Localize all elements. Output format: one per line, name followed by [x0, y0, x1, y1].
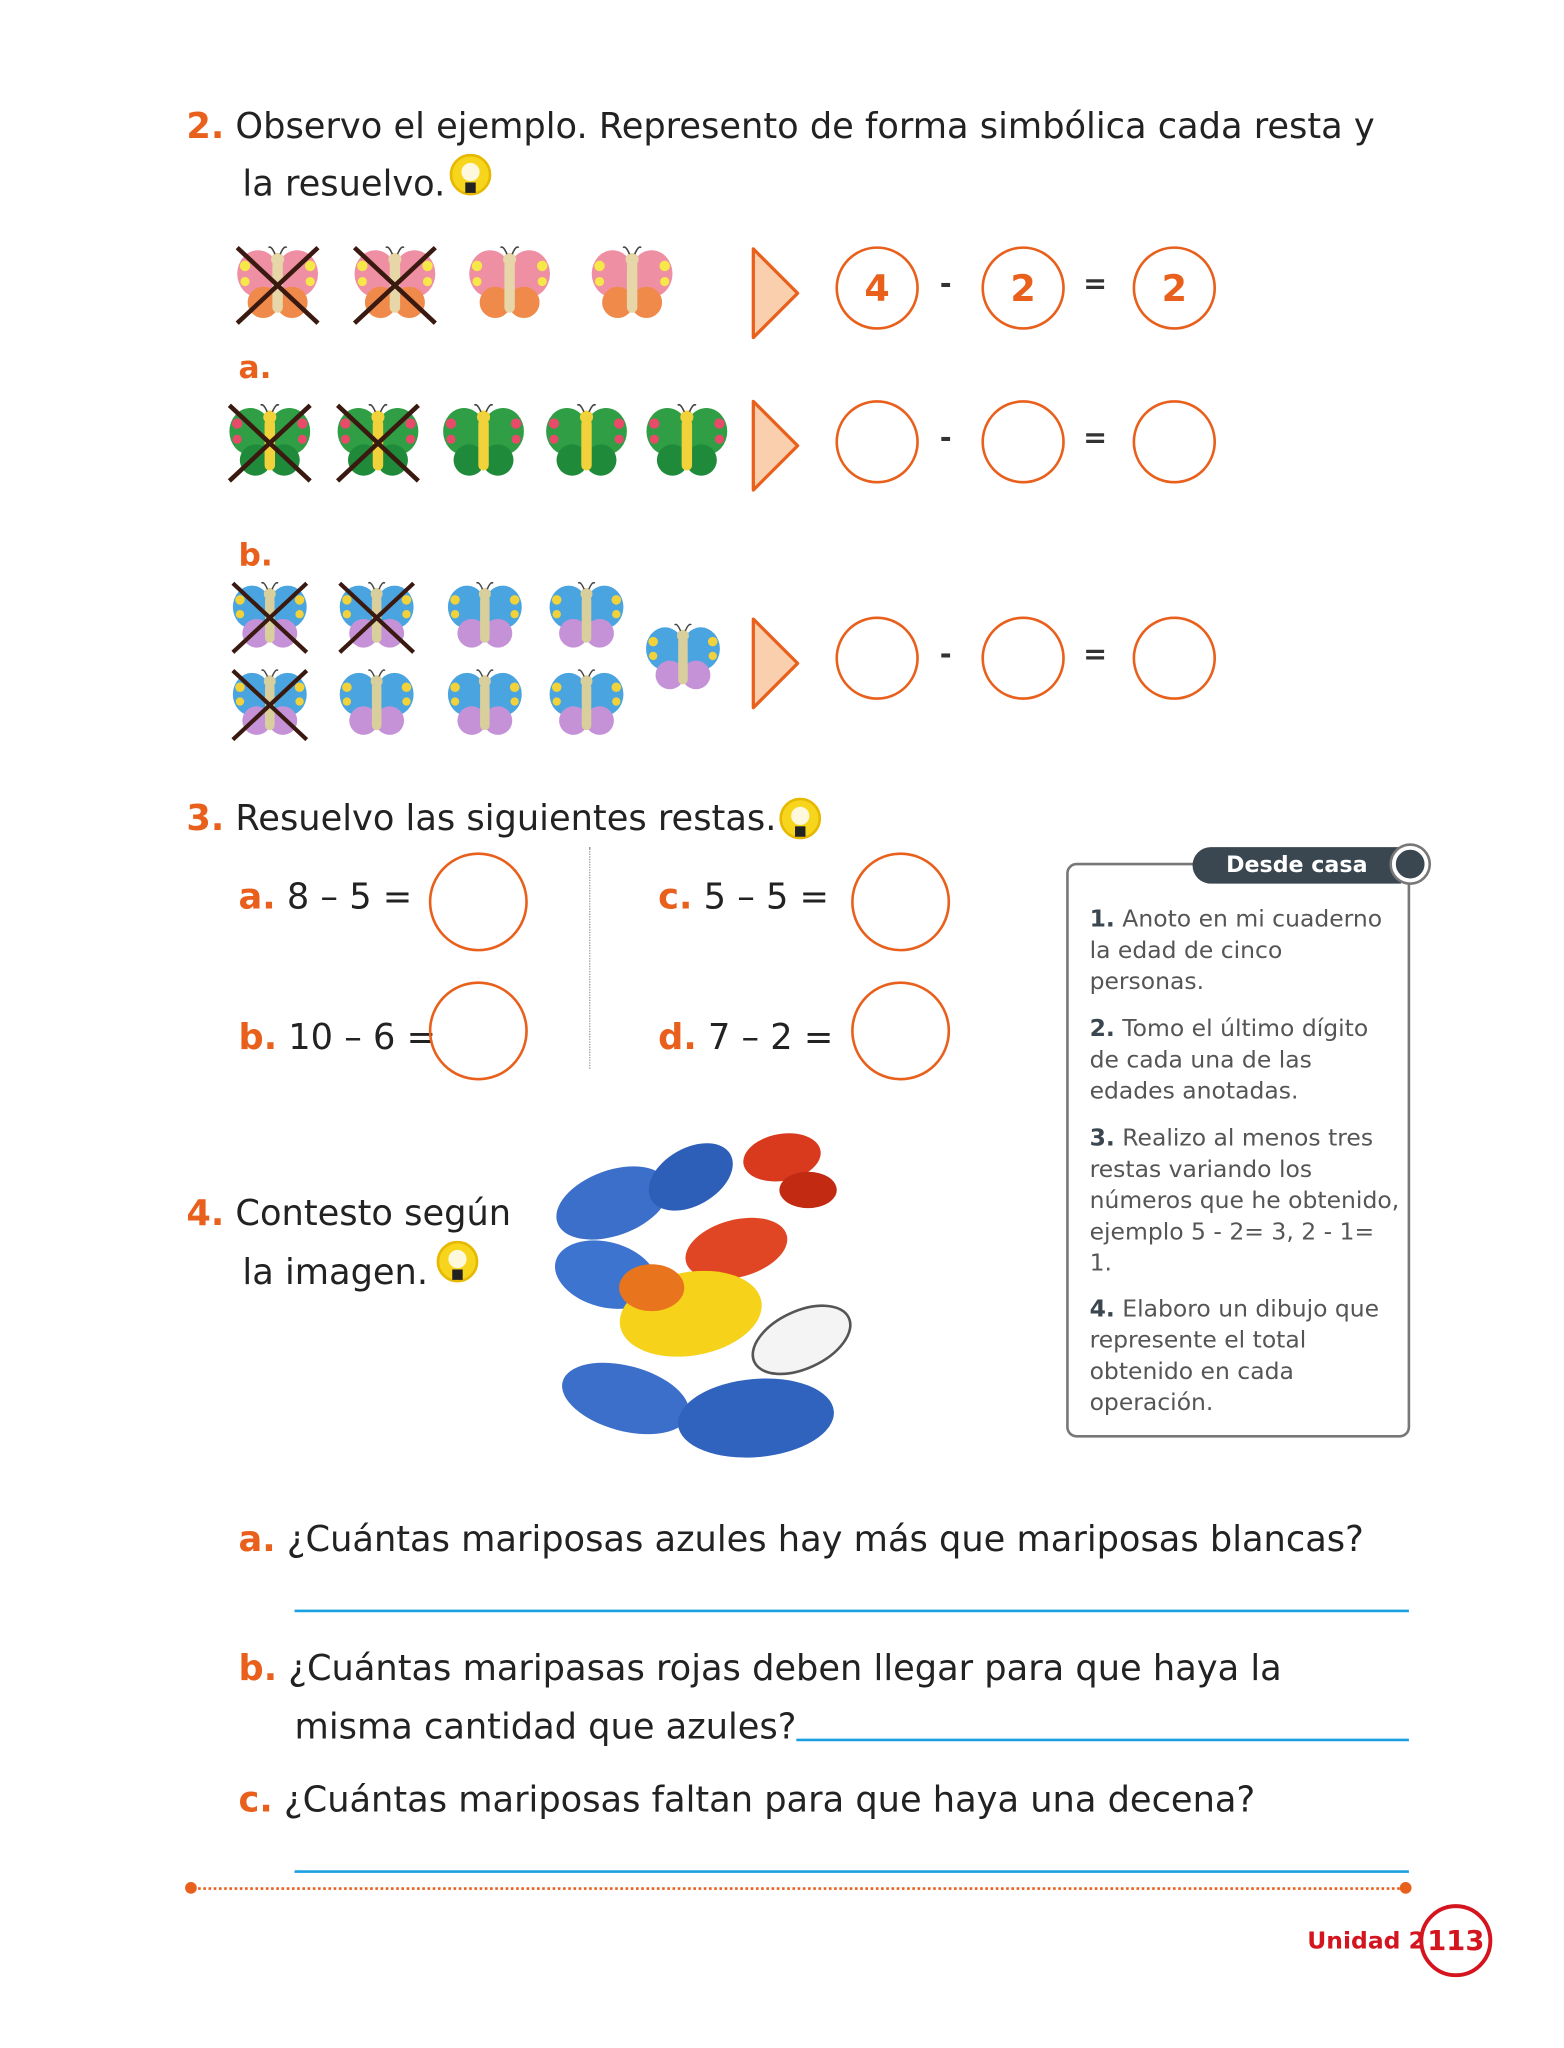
lightbulb-icon — [777, 798, 824, 845]
divider-dot — [185, 1882, 197, 1894]
divider — [589, 847, 590, 1069]
equals-sign: = — [1083, 268, 1108, 302]
minus-sign: - — [939, 422, 952, 455]
butterfly-icon — [443, 577, 526, 658]
item-label: d. — [658, 1017, 697, 1059]
expression: 8 – 5 = — [286, 877, 413, 918]
butterfly-icon — [545, 665, 628, 746]
subtraction-c — [658, 877, 829, 917]
row-label-a: a. — [238, 349, 272, 386]
answer-a-total[interactable] — [835, 400, 918, 483]
answer-b-result[interactable] — [1133, 616, 1216, 699]
item-number: 1. — [1089, 905, 1115, 934]
question-text: ¿Cuántas mariposas faltan para que haya una decena? — [283, 1780, 1256, 1821]
red-butterfly — [739, 1127, 836, 1208]
crossed-butterfly-icon — [228, 665, 311, 746]
answer-circle-a[interactable] — [429, 852, 528, 951]
butterfly-icon — [464, 242, 555, 328]
expression: 10 – 6 = — [288, 1017, 437, 1059]
question-4-heading — [186, 1194, 511, 1234]
crossed-butterfly-icon — [349, 242, 440, 328]
butterfly-icon — [335, 665, 418, 746]
question-text: la resuelvo. — [242, 164, 446, 205]
question-4b — [239, 1649, 1282, 1689]
crossed-butterfly-icon — [232, 242, 323, 328]
equals-sign: = — [1083, 422, 1108, 455]
answer-b-removed[interactable] — [981, 616, 1064, 699]
desde-casa-item — [1090, 1294, 1403, 1419]
answer-circle-c[interactable] — [851, 852, 950, 951]
item-number: 2. — [1089, 1015, 1115, 1043]
butterflies-photo — [547, 1118, 873, 1489]
arrow-icon — [749, 245, 801, 341]
desde-casa-item — [1090, 1014, 1403, 1108]
crossed-butterfly-icon — [335, 577, 418, 658]
question-text: Observo el ejemplo. Represento de forma simbólica cada resta y — [235, 106, 1375, 148]
desde-casa-dot — [1392, 846, 1428, 882]
item-text: Anoto en mi cuaderno la edad de cinco personas. — [1089, 905, 1383, 996]
answer-a-removed[interactable] — [981, 400, 1064, 483]
question-text: Contesto según — [235, 1193, 512, 1235]
answer-line-c[interactable] — [295, 1870, 1409, 1873]
question-4b-line2: misma cantidad que azules? — [294, 1707, 797, 1748]
equals-sign: = — [1083, 638, 1108, 672]
yellow-butterfly — [613, 1260, 769, 1367]
butterfly-icon — [443, 665, 526, 746]
butterfly-icon — [586, 242, 677, 328]
crossed-butterfly-icon — [332, 400, 423, 486]
blue-butterfly — [675, 1372, 838, 1464]
desde-casa-title: Desde casa — [1193, 847, 1402, 883]
item-label: b. — [238, 1648, 278, 1690]
answer-b-total[interactable] — [835, 616, 918, 699]
item-label: a. — [238, 877, 276, 918]
minus-sign: - — [939, 638, 952, 672]
butterfly-icon — [641, 619, 724, 700]
desde-casa-item — [1090, 905, 1403, 999]
question-3-heading — [186, 799, 776, 839]
question-text: ¿Cuántas mariposas azules hay más que mariposas blancas? — [286, 1519, 1364, 1561]
subtraction-a — [239, 877, 413, 917]
expression: 5 – 5 = — [703, 877, 830, 918]
item-text: Tomo el último dígito de cada una de las edades anotadas. — [1089, 1015, 1369, 1106]
answer-a-result[interactable] — [1133, 400, 1216, 483]
arrow-icon — [749, 615, 801, 711]
crossed-butterfly-icon — [228, 577, 311, 658]
butterfly-icon — [541, 400, 632, 486]
item-number: 3. — [1089, 1124, 1115, 1153]
answer-line-a[interactable] — [295, 1610, 1409, 1613]
question-number: 4. — [186, 1193, 225, 1235]
blue-butterfly — [554, 1350, 697, 1447]
item-label: c. — [238, 1780, 273, 1821]
example-total: 4 — [835, 246, 918, 329]
answer-circle-d[interactable] — [851, 981, 950, 1080]
row-label-b: b. — [238, 536, 273, 574]
item-label: c. — [658, 877, 693, 918]
question-4c — [239, 1780, 1256, 1820]
crossed-butterfly-icon — [224, 400, 315, 486]
question-2-line2 — [242, 164, 445, 204]
unit-label: Unidad 2 — [1307, 1927, 1425, 1955]
page-number: 113 — [1419, 1904, 1492, 1977]
minus-sign: - — [939, 268, 952, 302]
example-result: 2 — [1133, 246, 1216, 329]
expression: 7 – 2 = — [707, 1017, 834, 1059]
lightbulb-icon — [434, 1241, 481, 1288]
question-text: ¿Cuántas maripasas rojas deben llegar para que haya la — [288, 1648, 1282, 1690]
butterfly-icon — [438, 400, 529, 486]
subtraction-d — [658, 1018, 833, 1058]
lightbulb-icon — [447, 154, 494, 201]
question-4a — [239, 1520, 1364, 1560]
item-text: Realizo al menos tres restas variando los números que he obtenido, ejemplo 5 - 2= 3, 2 - 1= 1. — [1089, 1124, 1400, 1278]
butterfly-icon — [641, 400, 732, 486]
arrow-icon — [749, 398, 801, 494]
answer-circle-b[interactable] — [429, 981, 528, 1080]
divider-dot — [1400, 1882, 1412, 1894]
example-removed: 2 — [981, 246, 1064, 329]
question-number: 2. — [186, 106, 225, 148]
subtraction-b — [239, 1018, 437, 1058]
item-label: b. — [238, 1017, 278, 1059]
item-number: 4. — [1089, 1295, 1115, 1323]
question-2-heading — [186, 107, 1374, 147]
footer-divider — [192, 1887, 1405, 1890]
item-label: a. — [238, 1519, 276, 1561]
question-number: 3. — [186, 798, 225, 840]
question-text: Resuelvo las siguientes restas. — [235, 798, 777, 840]
item-text: Elaboro un dibujo que represente el total obtenido en cada operación. — [1089, 1295, 1380, 1417]
desde-casa-item — [1090, 1123, 1403, 1279]
question-4-line2: la imagen. — [242, 1252, 429, 1293]
answer-line-b[interactable] — [796, 1739, 1409, 1742]
butterfly-icon — [545, 577, 628, 658]
